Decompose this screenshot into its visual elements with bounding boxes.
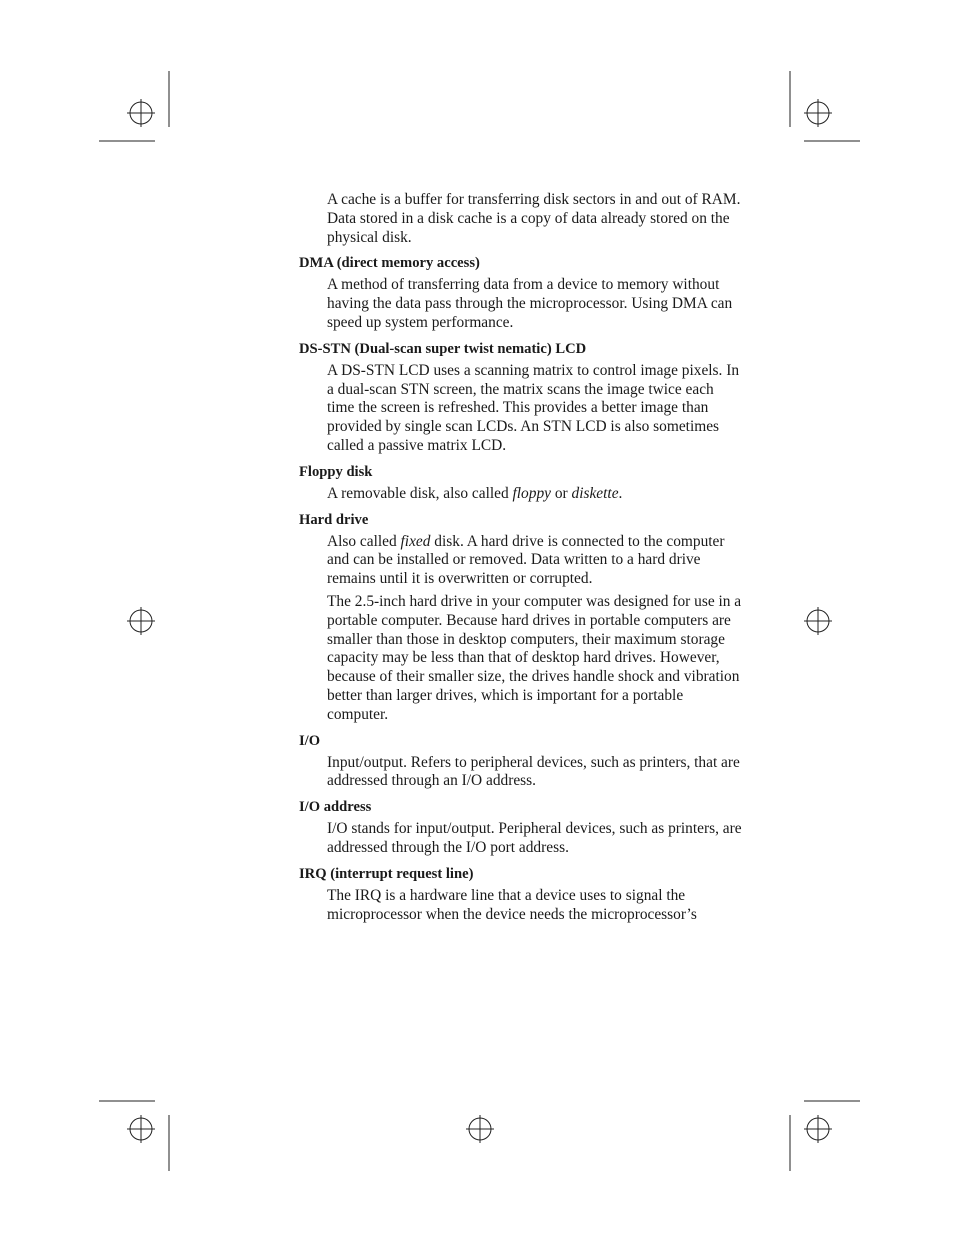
glossary-text <box>299 191 744 928</box>
definition-hard-drive-2: The 2.5-inch hard drive in your computer was designed for use in a portable computer. Because hard drives in portable computers are smaller than those in desktop computers, their maximum storage capacity may be less than that of desktop hard drives. However, because of their smaller size, the drives handle shock and vibration better than larger drives, which is important for a portable computer. <box>327 592 742 723</box>
term-io: I/O <box>299 732 321 749</box>
registration-mark-top-left <box>127 99 155 127</box>
definition-io-address: I/O stands for input/output. Peripheral devices, such as printers, are addressed through the I/O port address. <box>327 820 742 856</box>
registration-mark-top-right <box>804 99 832 127</box>
emphasis-diskette: diskette <box>571 484 619 502</box>
term-io-address: I/O address <box>299 799 372 816</box>
definition-ds-stn: A DS-STN LCD uses a scanning matrix to control image pixels. In a dual-scan STN screen, the matrix scans the image twice each time the screen is refreshed. This provides a better image than provided by single scan LCDs. An STN LCD is also sometimes called a passive matrix LCD. <box>327 361 740 454</box>
definition-dma: A method of transferring data from a device to memory without having the data pass through the microprocessor. Using DMA can speed up system performance. <box>327 276 733 331</box>
registration-mark-bottom-right <box>804 1115 832 1143</box>
text-span: . <box>618 484 623 502</box>
term-floppy-disk: Floppy disk <box>299 463 373 480</box>
definition-irq: The IRQ is a hardware line that a device uses to signal the microprocessor when the device needs the microprocessor’s <box>327 886 697 923</box>
term-irq: IRQ (interrupt request line) <box>299 865 474 882</box>
text-span: Also called <box>327 532 401 550</box>
definition-io: Input/output. Refers to peripheral devices, such as printers, that are addressed through an I/O address. <box>327 753 740 790</box>
definition-hard-drive-1 <box>327 533 744 589</box>
emphasis-floppy: floppy <box>512 484 551 502</box>
emphasis-fixed: fixed <box>400 532 431 550</box>
text-span: A removable disk, also called <box>327 484 513 502</box>
registration-mark-mid-right <box>804 607 832 635</box>
cache-definition: A cache is a buffer for transferring disk sectors in and out of RAM. Data stored in a disk cache is a copy of data already stored on the physical disk. <box>327 191 741 246</box>
text-span: disk. A hard drive is connected to the computer and can be installed or removed. Data written to a hard drive remains until it is overwritten or corrupted. <box>327 532 725 588</box>
term-ds-stn: DS-STN (Dual-scan super twist nematic) LCD <box>299 340 587 357</box>
registration-mark-mid-left <box>127 607 155 635</box>
text-span: or <box>550 484 572 502</box>
term-hard-drive: Hard drive <box>299 511 369 528</box>
registration-mark-bottom-center <box>466 1115 494 1143</box>
term-dma: DMA (direct memory access) <box>299 255 480 272</box>
definition-floppy-disk <box>327 485 744 504</box>
registration-mark-bottom-left <box>127 1115 155 1143</box>
